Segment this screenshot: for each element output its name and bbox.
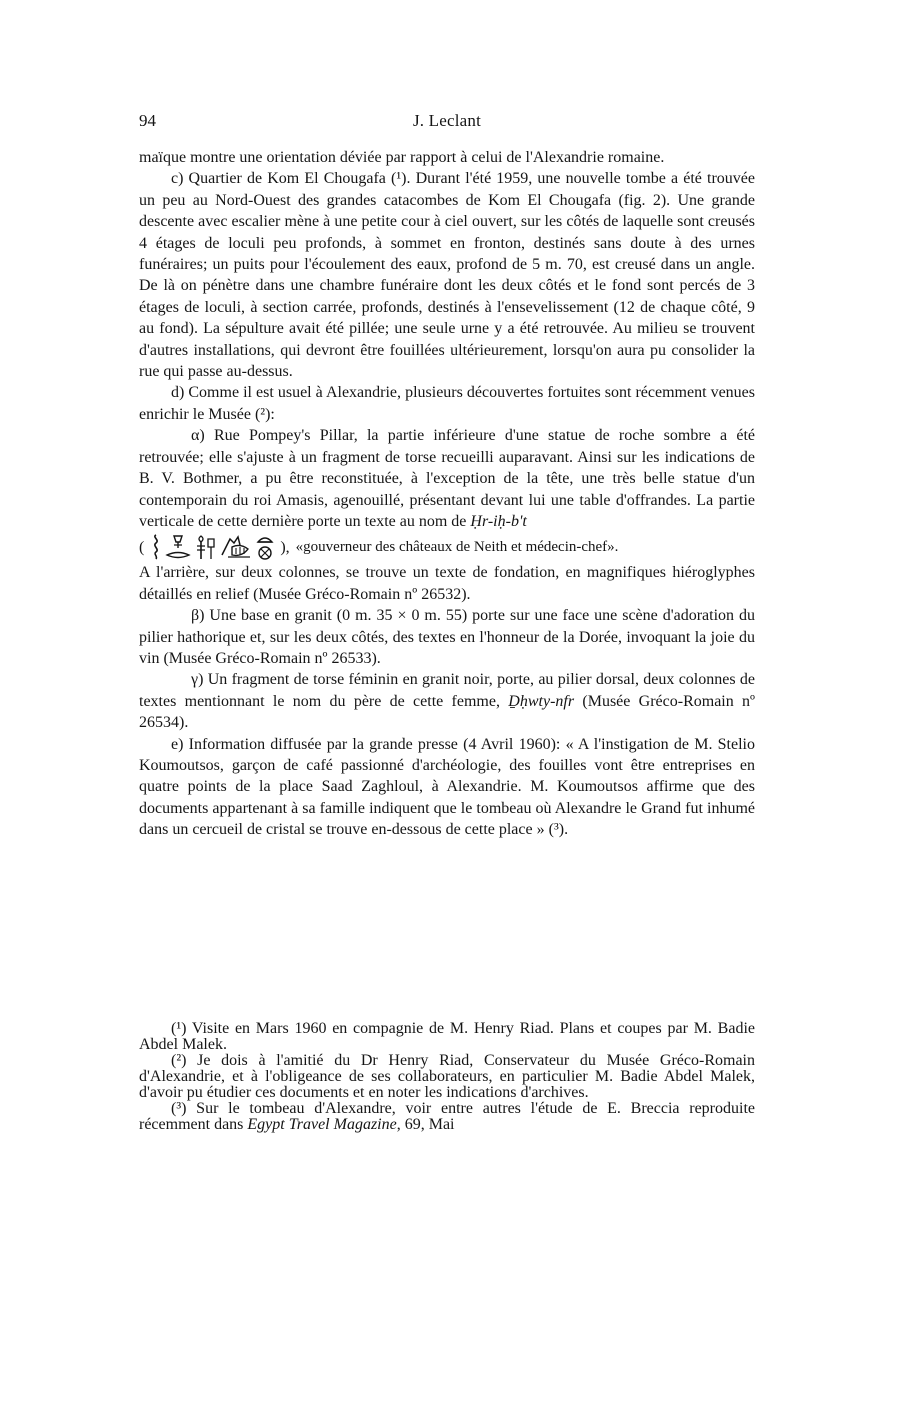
egyptian-name: Ḏḥwty-nfr <box>508 692 575 710</box>
paragraph <box>139 669 755 733</box>
hieroglyph-neith-shield-icon <box>192 533 218 561</box>
egyptian-name: Ḥr-iḥ-b't <box>470 512 527 530</box>
main-text <box>139 147 755 841</box>
hieroglyph-wick-icon <box>148 533 164 561</box>
paragraph: d) Comme il est usuel à Alexandrie, plusieurs découvertes fortuites sont récemment venues enrichir le Musée (²): <box>139 384 755 423</box>
paragraph-text: (Musée Gréco-Romain nº 26534). <box>139 692 756 732</box>
footnote <box>139 1101 755 1133</box>
paren-close: ), <box>280 538 290 556</box>
paragraph: c) Quartier de Kom El Chougafa (¹). Durant l'été 1959, une nouvelle tombe a été trouvée un peu au Nord-Ouest des grandes catacombes de Kom El Chougafa (fig. 2). Une grande descente avec escalier mène à une petite cour à ciel ouvert, sur les côtés de laquelle sont creusés 4 étages de loculi peu profonds, à sommet en fronton, destinés sans doute à des urnes funéraires; un puits pour l'écoulement des eaux, profond de 5 m. 70, est creusé dans un angle. De là on pénètre dans une chambre funéraire dont les deux côtés et le fond sont percés de 3 étages de loculi, à section carrée, profonds, destinés à l'ensevelissement (12 de chaque côté, 9 au fond). La sépulture avait été pillée; une seule urne y a été retrouvée. Au milieu se trouvent d'autres installations, qui devront être fouillées ultérieurement, lorsqu'on aura pu consolider la rue qui passe au-dessus. <box>139 170 755 381</box>
paragraph: β) Une base en granit (0 m. 35 × 0 m. 55) porte sur une face une scène d'adoration du pilier hathorique et, sur les deux côtés, des textes en l'honneur de la Dorée, invoquant la joie du vin (Musée Gréco-Romain nº 26533). <box>139 607 755 667</box>
paragraph: maïque montre une orientation déviée par rapport à celui de l'Alexandrie romaine. <box>139 149 665 166</box>
footnote-text: , 69, Mai <box>396 1116 455 1133</box>
journal-title: Egypt Travel Magazine <box>247 1116 397 1133</box>
paragraph-text: γ) Un fragment de torse féminin en granit noir, porte, au pilier dorsal, deux colonnes de textes mentionnant le nom du père de cette femme, <box>139 671 755 710</box>
hieroglyph-line <box>139 532 755 562</box>
hieroglyph-translation: «gouverneur des châteaux de Neith et médecin-chef». <box>295 538 619 555</box>
footnote-text: (³) Sur le tombeau d'Alexandre, voir entre autres l'étude de E. Breccia reproduite récemment dans <box>139 1100 755 1133</box>
hieroglyph-group <box>148 533 276 561</box>
paragraph: A l'arrière, sur deux colonnes, se trouve un texte de fondation, en magnifiques hiéroglyphes détaillés en relief (Musée Gréco-Romain nº 26532). <box>139 564 755 603</box>
footnote: (²) Je dois à l'amitié du Dr Henry Riad, Conservateur du Musée Gréco-Romain d'Alexandrie, et à l'obligeance de ses collaborateurs, en particulier M. Badie Abdel Malek, d'avoir pu étudier ces documents et en noter les indications d'archives. <box>139 1052 755 1101</box>
footnotes <box>139 1021 755 1133</box>
footnote: (¹) Visite en Mars 1960 en compagnie de M. Henry Riad. Plans et coupes par M. Badie Abdel Malek. <box>139 1020 755 1053</box>
paragraph <box>139 425 755 532</box>
paragraph-text: α) Rue Pompey's Pillar, la partie inférieure d'une statue de roche sombre a été retrouvée; elle s'ajuste à un fragment de torse recueilli auparavant. Ainsi sur les indications de B. V. Bothmer, a pu être reconstituée, à l'exception de la tête, une très belle statue d'un contemporain du roi Amasis, agenouillé, présentant devant lui une table d'offrandes. La partie verticale de cette dernière porte un texte au nom de <box>139 427 755 530</box>
hieroglyph-heart-windpipe-icon <box>164 533 192 561</box>
paragraph: e) Information diffusée par la grande presse (4 Avril 1960): « A l'instigation de M. Stelio Koumoutsos, garçon de café passionné d'archéologie, des fouilles vont être entreprises en quatre points de la place Saad Zaghloul, à Alexandrie. M. Koumoutsos affirme que des documents appartenant à sa famille indiquent que le tombeau où Alexandre le Grand fut inhumé dans un cercueil de cristal se trouve en-dessous de cette place » (³). <box>139 735 755 839</box>
running-head: J. Leclant <box>412 111 482 130</box>
page-header <box>139 111 755 135</box>
hieroglyph-bee-crown-icon <box>218 533 254 561</box>
hieroglyph-house-city-icon <box>254 533 276 561</box>
page-number: 94 <box>139 111 156 130</box>
paren-open: ( <box>139 538 145 556</box>
